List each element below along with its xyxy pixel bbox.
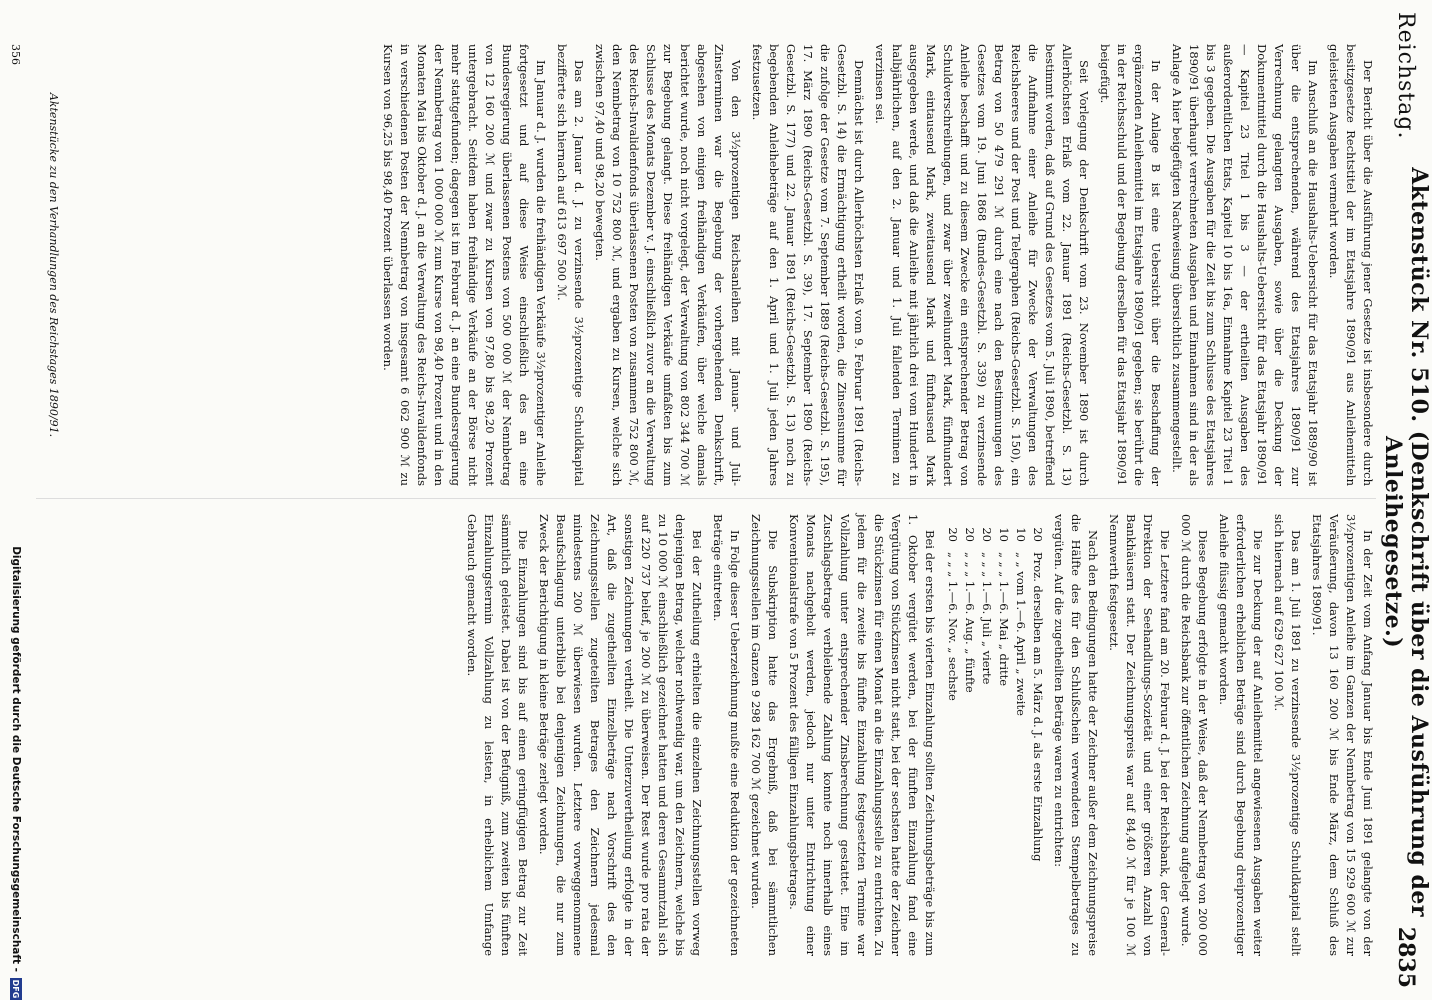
installment-row (1012, 514, 1029, 956)
page-footer (4, 0, 22, 1000)
paragraph: Die Einzahlungen sind bis auf einen geringfügigen Betrag zur Zeit sämmtlich geleistet. Dabei ist von der Befugniß, zum zweiten bis fünften Einzahlungstermin Vollzahlung zu leisten, in erheblichem Umfange Gebrauch gemacht worden. (465, 514, 530, 956)
paragraph: In der Anlage B ist eine Uebersicht über die Beschaffung der ergänzenden Anleihemittel im Etatsjahre 1890/91 gegeben; sie berührt die in der Reichsschuld und der Begebung derselben für das Etatsjahr 1890/91 beigefügt. (1098, 44, 1163, 486)
paragraph: Nach den Bedingungen hatte der Zeichner außer dem Zeichnungspreise die Hälfte des für den Schlußschein verwendeten Stempelbetrages zu vergüten. Auf die zugetheilten Beträge waren zu entrichten: (1052, 514, 1100, 956)
installment-percent: 20 (1031, 527, 1045, 542)
installment-percent: 20 (946, 527, 960, 542)
installment-row (978, 514, 995, 956)
installment-text: „ „ „ 1.—6. Juli „ vierte (980, 552, 994, 685)
installment-text: „ „ „ 1.—6. Mai „ dritte (997, 552, 1011, 687)
paragraph: Das am 2. Januar d. J. zu verzinsende 3½prozentige Schuldkapital bezifferte sich hiernach auf 613 697 500 ℳ. (555, 44, 586, 486)
installment-text: Proz. derselben am 5. März d. J. als erste Einzahlung (1031, 552, 1045, 862)
paragraph: Bei der ersten bis vierten Einzahlung sollten Zeichnungsbeträge bis zum 1. Oktober vergütet werden, bei der fünften Einzahlung fand eine Vergütung von Stückzinsen nicht statt, bei der sechsten hatte der Zeichner die Stückzinsen für einen Monat an die Einzahlungsstelle zu entrichten. Zu jedem für die zweite bis fünfte Einzahlung festgesetzten Termine war Vollzahlung unter entsprechender Zinsberechnung gestattet. Eine im Zuschlagsbetrage verbleibende Zahlung konnte noch innerhalb eines Monats nachgeholt werden, jedoch nur unter Entrichtung einer Konventionalstrafe von 5 Prozent des fälligen Einzahlungsbetrages. (787, 514, 937, 956)
footnote: Aktenstücke zu den Verhandlungen des Reichstages 1890/91. (47, 92, 60, 438)
installment-row (961, 514, 978, 956)
digitization-note: Digitalisierung gefördert durch die Deutsche Forschungsgemeinschaft - (10, 546, 22, 972)
installment-percent: 10 (1014, 527, 1028, 542)
paragraph: Diese Begebung erfolgte in der Weise, daß der Nennbetrag von 200 000 000 ℳ durch die Reichsbank zur öffentlichen Zeichnung aufgelegt wurde. (1179, 514, 1210, 956)
installment-percent: 20 (980, 527, 994, 542)
paragraph: Von den 3½prozentigen Reichsanleihen mit Januar- und Juli-Zinsterminen war die Begebung der vorhergehenden Denkschrift, abgesehen von einigen freihändigen Verkäufen, über welche damals berichtet wurde, noch nicht vorgelegt, der Verwaltung von 802 344 700 ℳ zur Begebung gelangt. Diese freihändigen Verkäufe umfaßten bis zum Schlusse des Monats Dezember v. J. einschließlich zuvor an die Verwaltung des Reichs-Invalidenfonds überlassenen Posten von zusammen 752 800 ℳ, den Nennbetrag von 10 752 800 ℳ, und ergaben zu Kursen, welche sich zwischen 97,40 und 98,20 bewegten. (593, 44, 743, 486)
installment-text: „ „ vom 1.—6. April „ zweite (1014, 552, 1028, 716)
header-page-number: 2835 (1393, 926, 1419, 988)
paragraph: Das am 1. Juli 1891 zu verzinsende 3½prozentige Schuldkapital stellt sich hiernach auf 629 627 100 ℳ. (1272, 514, 1303, 956)
paragraph: Der Bericht über die Ausführung jener Gesetze ist insbesondere durch besitzgesetze Rechtstitel der im Etatsjahre 1890/91 aus Anleihemitteln geleisteten Ausgaben vermehrt worden. (1327, 44, 1375, 486)
page-number: 356 (9, 44, 22, 65)
paragraph: Seit Vorlegung der Denkschrift vom 23. November 1890 ist durch Allerhöchsten Erlaß vom 22. Januar 1891 (Reichs-Gesetzbl. S. 13) bestimmt worden, daß auf Grund des Gesetzes vom 5. Juli 1890, betreffend die Aufnahme einer Anleihe für Zwecke der Verwaltungen des Reichsheeres und der Post und Telegraphen (Reichs-Gesetzbl. S. 150), ein Betrag von 50 479 291 ℳ durch eine nach den Bestimmungen des Gesetzes vom 19. Juni 1868 (Bundes-Gesetzbl. S. 339) zu verzinsende Anleihe beschafft und zu diesem Zwecke ein entsprechender Betrag von Schuldverschreibungen, und zwar über zweihundert Mark, fünfhundert Mark, eintausend Mark, zweitausend Mark und fünftausend Mark ausgegeben werde, und daß die Anleihe mit jährlich drei vom Hundert in halbjährlichen, auf den 2. Januar und 1. Juli fallenden Terminen zu verzinsen sei. (873, 44, 1091, 486)
right-column (459, 514, 1376, 956)
installment-percent: 20 (963, 527, 977, 542)
installment-text: „ „ „ 1.—6. Nov. „ sechste (946, 552, 960, 701)
column-divider (36, 498, 1376, 499)
paragraph: Im Januar d. J. wurden die freihändigen Verkäufe 3½prozentiger Anleihe fortgesetzt und auf diese Weise einschließlich des an eine Bundesregierung überlassenen Postens von 500 000 ℳ der Nennbetrag von 12 160 200 ℳ und zwar zu Kursen von 97,80 bis 98,20 Prozent untergebracht. Seitdem haben freihändige Verkäufe an der Börse nicht mehr stattgefunden; dagegen ist im Februar d. J. an eine Bundesregierung der Nennbetrag von 1 000 000 ℳ zum Kurse von 98,40 Prozent und in den Monaten Mai bis Oktober d. J. an die Verwaltung des Reichs-Invalidenfonds in verschiedenen Posten der Nennbetrag von insgesamt 6 062 900 ℳ zu Kursen von 96,25 bis 98,40 Prozent überlassen worden. (381, 44, 548, 486)
digitization-credit (10, 546, 22, 1000)
installment-row (995, 514, 1012, 956)
installment-list (944, 514, 1046, 956)
dfg-logo-icon: DFG (11, 979, 21, 999)
installment-text: „ „ „ 1.—6. Aug. „ fünfte (963, 552, 977, 693)
paragraph: Demnächst ist durch Allerhöchsten Erlaß vom 9. Februar 1891 (Reichs-Gesetzbl. S. 14) die Ermächtigung ertheilt worden, die Zinsensumme für die zufolge der Gesetze vom 7. September 1889 (Reichs-Gesetzbl. S. 195), 17. März 1890 (Reichs-Gesetzbl. S. 39), 17. September 1890 (Reichs-Gesetzbl. S. 177) und 22. Januar 1891 (Reichs-Gesetzbl. S. 13) noch zu begebenden Anleihebeträge auf den 1. April und 1. Juli jeden Jahres festzusetzen. (750, 44, 866, 486)
installment-row (1029, 514, 1046, 956)
installment-row (944, 514, 961, 956)
paragraph: Die Letztere fand am 20. Februar d. J. bei der Reichsbank, der General-Direktion der Seehandlungs-Sozietät und einer größeren Anzahl von Bankhäusern statt. Der Zeichnungspreis war auf 84,40 ℳ für je 100 ℳ Nennwerth festgesetzt. (1107, 514, 1172, 956)
paragraph: Im Anschluß an die Haushalts-Uebersicht für das Etatsjahr 1889/90 ist über die entsprechenden, während des Etatsjahres 1890/91 zur Verrechnung gelangten Ausgaben, sowie über die Deckung der Dokumentmittel durch die Haushalts-Uebersicht für das Etatsjahr 1890/91 — Kapitel 23 Titel 1 bis 3 — der ertheilten Ausgaben des außerordentlichen Etats, Kapitel 10 bis 16a, Einnahme Kapitel 23 Titel 1 bis 3 gegeben. Die Ausgaben für die Zeit bis zum Schlusse des Etatsjahres 1890/91 überhaupt verrechneten Ausgaben und Einnahmen sind in der als Anlage A hier beigefügten Nachweisung übersichtlich zusammengestellt. (1170, 44, 1320, 486)
paragraph: In der Zeit vom Anfang Januar bis Ende Juni 1891 gelangte von der 3½prozentigen Anleihe im Ganzen der Nennbetrag von 15 929 600 ℳ zur Veräußerung, davon 13 160 200 ℳ bis Ende März, dem Schluß des Etatsjahres 1890/91. (1310, 514, 1375, 956)
page-header (1380, 12, 1432, 988)
paragraph: In Folge dieser Ueberzeichnung mußte eine Reduktion der gezeichneten Beträge eintreten. (711, 514, 742, 956)
paragraph: Die Subskription hatte das Ergebniß, daß bei sämmtlichen Zeichnungsstellen im Ganzen 9 298 162 700 ℳ gezeichnet wurden. (749, 514, 780, 956)
installment-percent: 10 (997, 527, 1011, 542)
header-left: Reichstag. (1393, 12, 1419, 140)
header-title: Aktenstück Nr. 510. (Denkschrift über die Ausführung der Anleihegesetze.) (1380, 167, 1432, 917)
left-column (375, 44, 1376, 486)
paragraph: Bei der Zutheilung erhielten die einzelnen Zeichnungsstellen vorweg denjenigen Betrag, welcher nothwendig war, um den Zeichnern, welche bis zu 10 000 ℳ einschließlich gezeichnet hatten und deren Gesammtzahl sich auf 220 737 belief, je 200 ℳ zu überweisen. Der Rest wurde pro rata der sonstigen Zeichnungen vertheilt. Die Unterzuvertheilung erfolgte in der Art, daß die zugetheilten Einzelbeträge nach Vorschrift des den Zeichnungsstellen zugeteilten Betrages den Zeichnern jedesmal mindestens 200 ℳ überwiesen wurden. Letztere vorweggenommene Beaufschlagung unterblieb bei denjenigen Zeichnungen, die nur zum Zweck der Berichtigung in kleine Beträge zerlegt worden. (537, 514, 704, 956)
paragraph: Die zur Deckung der auf Anleihemittel angewiesenen Ausgaben weiter erforderlichen erheblichen Beträge sind durch Begebung dreiprozentiger Anleihe flüssig gemacht worden. (1217, 514, 1265, 956)
